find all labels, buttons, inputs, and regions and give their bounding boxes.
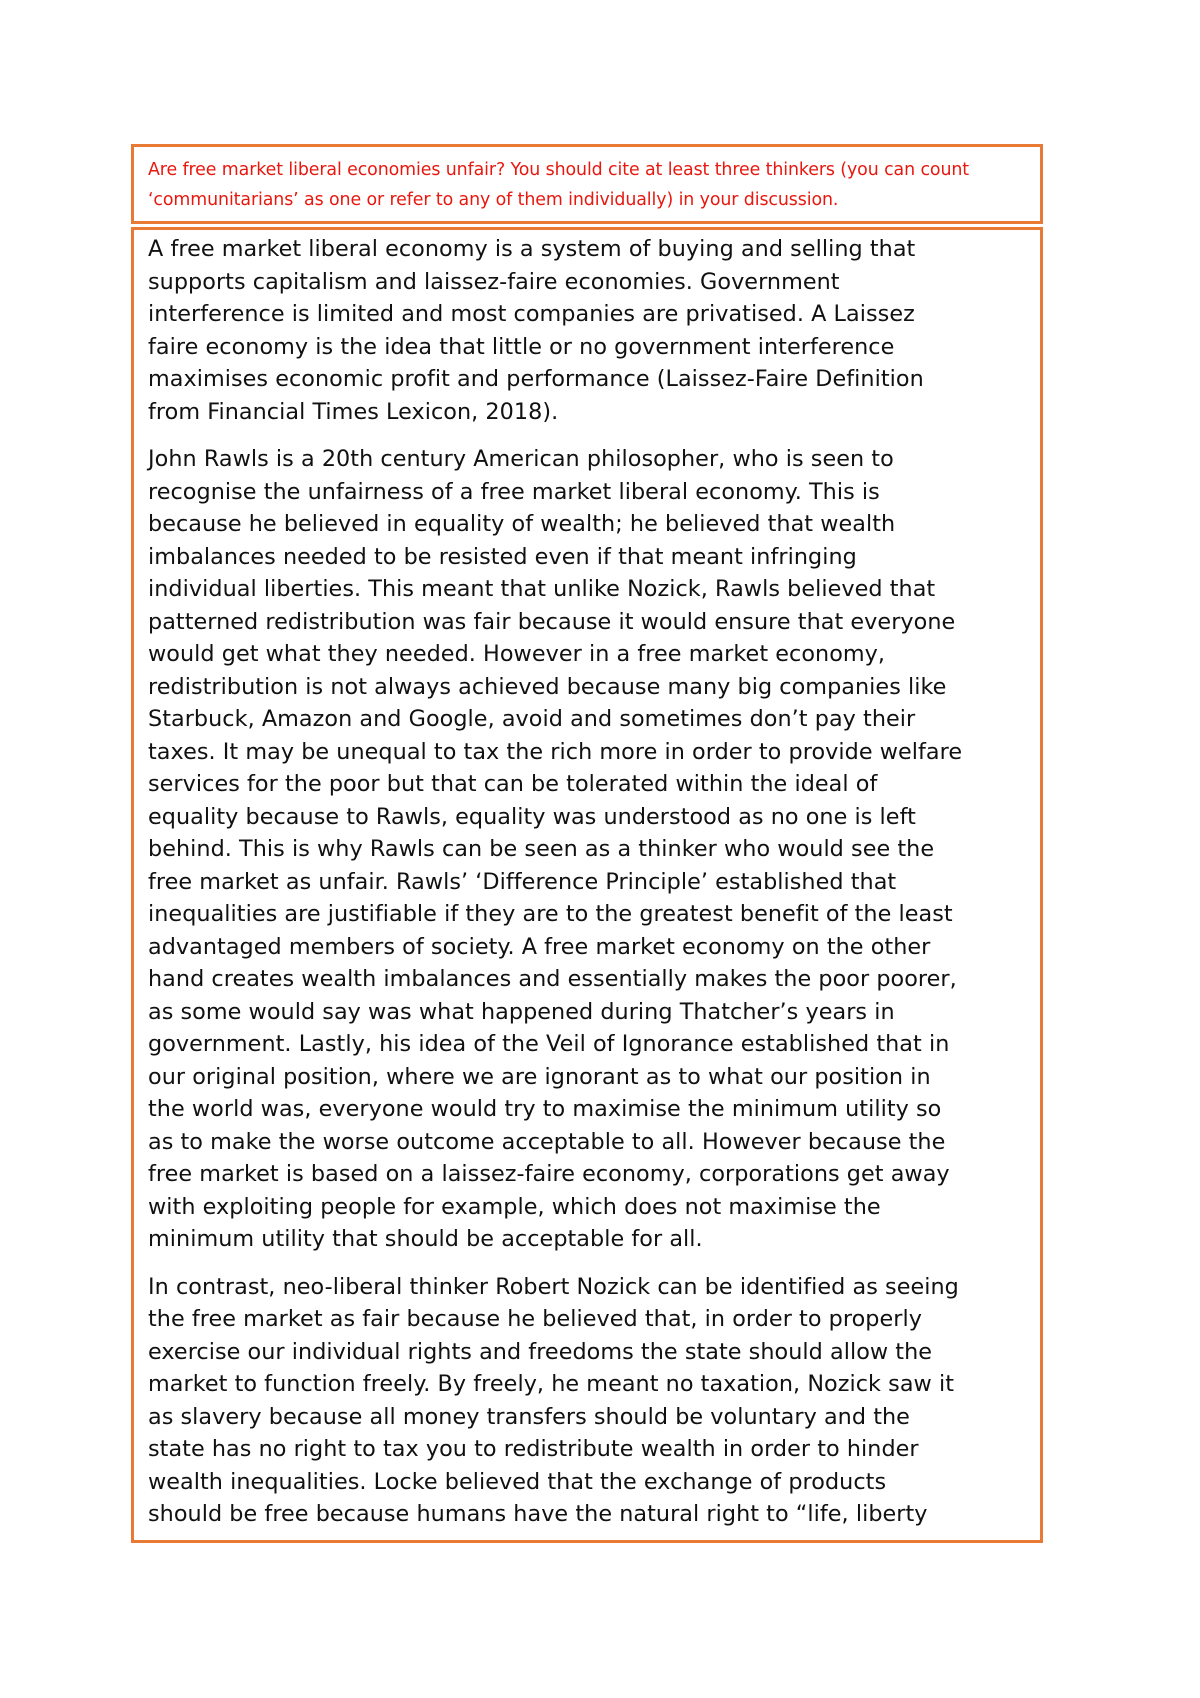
answer-line: services for the poor but that can be tolerated within the ideal of <box>148 771 878 797</box>
answer-line: the free market as fair because he believed that, in order to properly <box>148 1306 922 1332</box>
answer-line: state has no right to tax you to redistribute wealth in order to hinder <box>148 1436 919 1462</box>
answer-line: our original position, where we are ignorant as to what our position in <box>148 1063 931 1090</box>
answer-paragraph <box>148 1271 1032 1531</box>
answer-line: as to make the worse outcome acceptable to all. However because the <box>148 1128 946 1155</box>
answer-line: imbalances needed to be resisted even if that meant infringing <box>148 543 857 570</box>
answer-line: individual liberties. This meant that unlike Nozick, Rawls believed that <box>148 576 936 602</box>
answer-paragraph <box>148 233 1032 428</box>
answer-line: inequalities are justifiable if they are to the greatest benefit of the least <box>148 901 953 927</box>
answer-line: minimum utility that should be acceptable for all. <box>148 1226 703 1252</box>
answer-line: as some would say was what happened during Thatcher’s years in <box>148 998 895 1025</box>
answer-line: would get what they needed. However in a free market economy, <box>148 641 886 667</box>
answer-line: taxes. It may be unequal to tax the rich more in order to provide welfare <box>148 738 963 765</box>
question-line: ‘communitarians’ as one or refer to any of them individually) in your discussion. <box>148 190 839 210</box>
answer-line: A free market liberal economy is a system of buying and selling that <box>148 236 916 262</box>
answer-line: free market is based on a laissez-faire economy, corporations get away <box>148 1161 950 1187</box>
answer-paragraph <box>148 443 1032 1256</box>
answer-line: redistribution is not always achieved because many big companies like <box>148 673 947 700</box>
answer-line: because he believed in equality of wealth; he believed that wealth <box>148 511 896 537</box>
question-box <box>131 144 1043 224</box>
answer-line: advantaged members of society. A free market economy on the other <box>148 933 931 960</box>
answer-line: exercise our individual rights and freedoms the state should allow the <box>148 1338 933 1365</box>
answer-line: In contrast, neo-liberal thinker Robert Nozick can be identified as seeing <box>148 1273 959 1300</box>
answer-line: patterned redistribution was fair because it would ensure that everyone <box>148 608 956 635</box>
answer-line: the world was, everyone would try to maximise the minimum utility so <box>148 1096 942 1122</box>
answer-line: as slavery because all money transfers should be voluntary and the <box>148 1403 910 1430</box>
question-line: Are free market liberal economies unfair? You should cite at least three thinkers (you can count <box>148 160 970 180</box>
answer-line: John Rawls is a 20th century American philosopher, who is seen to <box>148 446 894 472</box>
answer-line: faire economy is the idea that little or no government interference <box>148 333 895 360</box>
answer-line: Starbuck, Amazon and Google, avoid and sometimes don’t pay their <box>148 706 916 732</box>
answer-line: hand creates wealth imbalances and essentially makes the poor poorer, <box>148 966 957 992</box>
answer-line: with exploiting people for example, which does not maximise the <box>148 1193 881 1220</box>
question-text <box>148 155 1028 215</box>
answer-line: wealth inequalities. Locke believed that the exchange of products <box>148 1468 887 1495</box>
answer-line: behind. This is why Rawls can be seen as a thinker who would see the <box>148 836 935 862</box>
answer-line: market to function freely. By freely, he meant no taxation, Nozick saw it <box>148 1371 954 1397</box>
answer-line: from Financial Times Lexicon, 2018). <box>148 398 559 425</box>
answer-line: recognise the unfairness of a free market liberal economy. This is <box>148 478 880 505</box>
answer-line: government. Lastly, his idea of the Veil of Ignorance established that in <box>148 1031 950 1057</box>
answer-line: interference is limited and most companies are privatised. A Laissez <box>148 301 915 327</box>
answer-line: maximises economic profit and performance (Laissez-Faire Definition <box>148 366 924 392</box>
answer-box <box>131 227 1043 1543</box>
answer-line: equality because to Rawls, equality was understood as no one is left <box>148 803 916 830</box>
answer-line: free market as unfair. Rawls’ ‘Difference Principle’ established that <box>148 868 897 895</box>
answer-line: should be free because humans have the natural right to “life, liberty <box>148 1501 928 1527</box>
answer-line: supports capitalism and laissez-faire economies. Government <box>148 268 840 295</box>
